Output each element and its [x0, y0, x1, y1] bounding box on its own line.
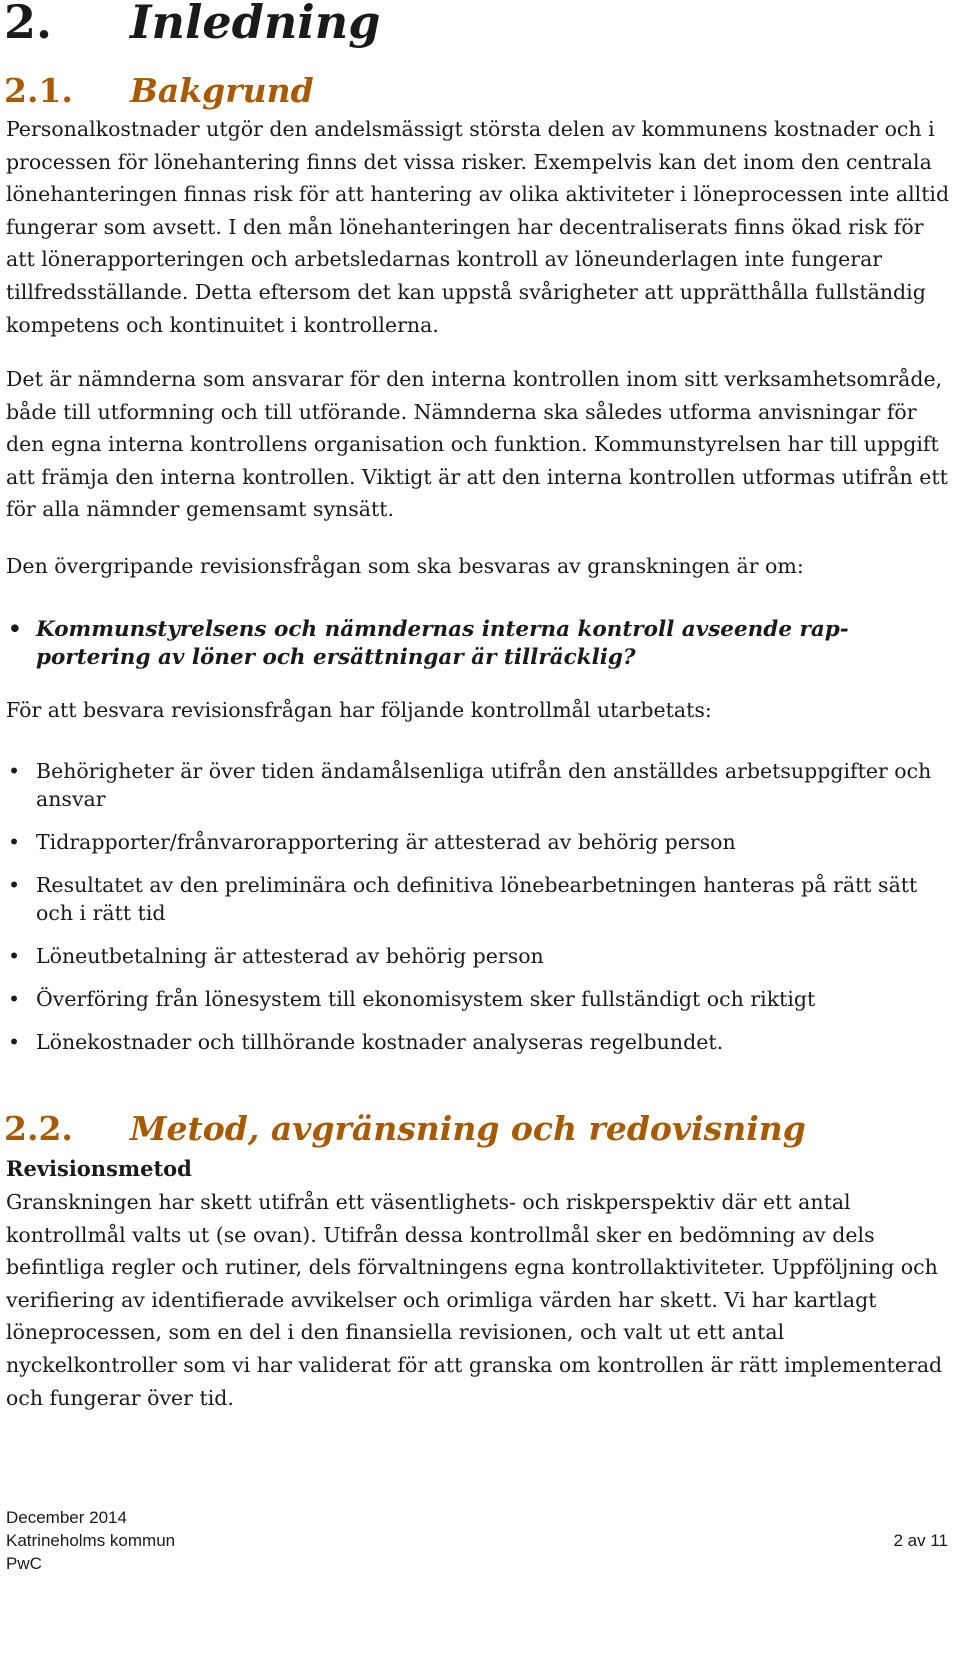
revision-question	[6, 616, 950, 672]
objective-text: Löneutbetalning är attesterad av behörig person	[36, 944, 544, 968]
bullet-icon: •	[8, 1030, 21, 1054]
page-number: 2 av 11	[893, 1531, 948, 1550]
bullet-icon: •	[8, 873, 21, 897]
chapter-number: 2.	[4, 0, 53, 49]
section-heading-bakgrund	[4, 71, 314, 111]
list-item	[6, 1028, 950, 1056]
revision-question-list	[6, 616, 950, 672]
objectives-list	[6, 757, 950, 1056]
paragraph-bakgrund-1: Personalkostnader utgör den andelsmässigt största delen av kommunens kostnader och i processen för lönehantering finns det vissa risker. Exempelvis kan det inom den centrala lönehanteringen finnas risk för att hantering av olika aktiviteter i löneprocessen inte alltid fungerar som avsett. I den mån lönehanteringen har decentraliserats finns ökad risk för att lönerapporteringen och arbetsledarnas kontroll av löneunderlagen inte fungerar tillfredsställande. Detta eftersom det kan uppstå svårigheter att upprätthålla fullständig kompetens och kontinuitet i kontrollerna.	[6, 117, 950, 337]
bullet-icon: •	[8, 759, 21, 783]
question-text: Kommunstyrelsens och nämndernas interna kontroll avseende rapportering av löner och ersättningar är tillräcklig?	[36, 617, 849, 670]
footer-organization: Katrineholms kommun	[6, 1531, 176, 1550]
bullet-icon: •	[8, 987, 21, 1011]
paragraph-question-intro: Den övergripande revisionsfrågan som ska besvaras av granskningen är om:	[6, 554, 804, 578]
objective-text: Resultatet av den preliminära och definitiva lönebearbetningen hanteras på rätt sätt och i rätt tid	[36, 873, 918, 925]
objective-text: Tidrapporter/frånvarorapportering är attesterad av behörig person	[36, 830, 736, 854]
objective-text: Behörigheter är över tiden ändamålsenliga utifrån den anställdes arbetsuppgifter och ansvar	[36, 759, 932, 811]
chapter-heading	[4, 0, 380, 50]
objective-text: Överföring från lönesystem till ekonomisystem sker fullständigt och riktigt	[36, 987, 816, 1011]
footer-firm: PwC	[6, 1554, 42, 1573]
list-item	[6, 828, 950, 856]
bullet-icon: •	[8, 617, 22, 642]
paragraph-objectives-intro: För att besvara revisionsfrågan har följande kontrollmål utarbetats:	[6, 698, 712, 722]
bullet-icon: •	[8, 944, 21, 968]
page-footer	[6, 1506, 948, 1575]
paragraph-metod: Granskningen har skett utifrån ett väsentlighets- och riskperspektiv där ett antal kontrollmål valts ut (se ovan). Utifrån dessa kontrollmål sker en bedömning av dels befintliga regler och rutiner, dels förvaltningens egna kontrollaktiviteter. Uppföljning och verifiering av identifierade avvikelser och orimliga värden har skett. Vi har kartlagt löneprocessen, som en del i den finansiella revisionen, och valt ut ett antal nyckelkontroller som vi har validerat för att granska om kontrollen är rätt implementerad och fungerar över tid.	[6, 1190, 943, 1410]
section-number: 2.2.	[4, 1109, 73, 1148]
paragraph-bakgrund-2: Det är nämnderna som ansvarar för den interna kontrollen inom sitt verksamhetsområde, både till utformning och till utförande. Nämnderna ska således utforma anvisningar för den egna interna kontrollens organisation och funktion. Kommunstyrelsen har till uppgift att främja den interna kontrollen. Viktigt är att den interna kontrollen utformas utifrån ett för alla nämnder gemensamt synsätt.	[6, 367, 948, 522]
section-title: Metod, avgränsning och redovisning	[130, 1109, 806, 1148]
list-item	[6, 942, 950, 970]
section-number: 2.1.	[4, 71, 73, 110]
list-item	[6, 871, 950, 927]
footer-date: December 2014	[6, 1508, 127, 1527]
chapter-title: Inledning	[130, 0, 381, 49]
section-title: Bakgrund	[130, 71, 314, 110]
objective-text: Lönekostnader och tillhörande kostnader analyseras regelbundet.	[36, 1030, 724, 1054]
bullet-icon: •	[8, 830, 21, 854]
subheading-revisionsmetod: Revisionsmetod	[6, 1156, 192, 1181]
list-item	[6, 757, 950, 813]
list-item	[6, 985, 950, 1013]
section-heading-metod	[4, 1109, 806, 1149]
